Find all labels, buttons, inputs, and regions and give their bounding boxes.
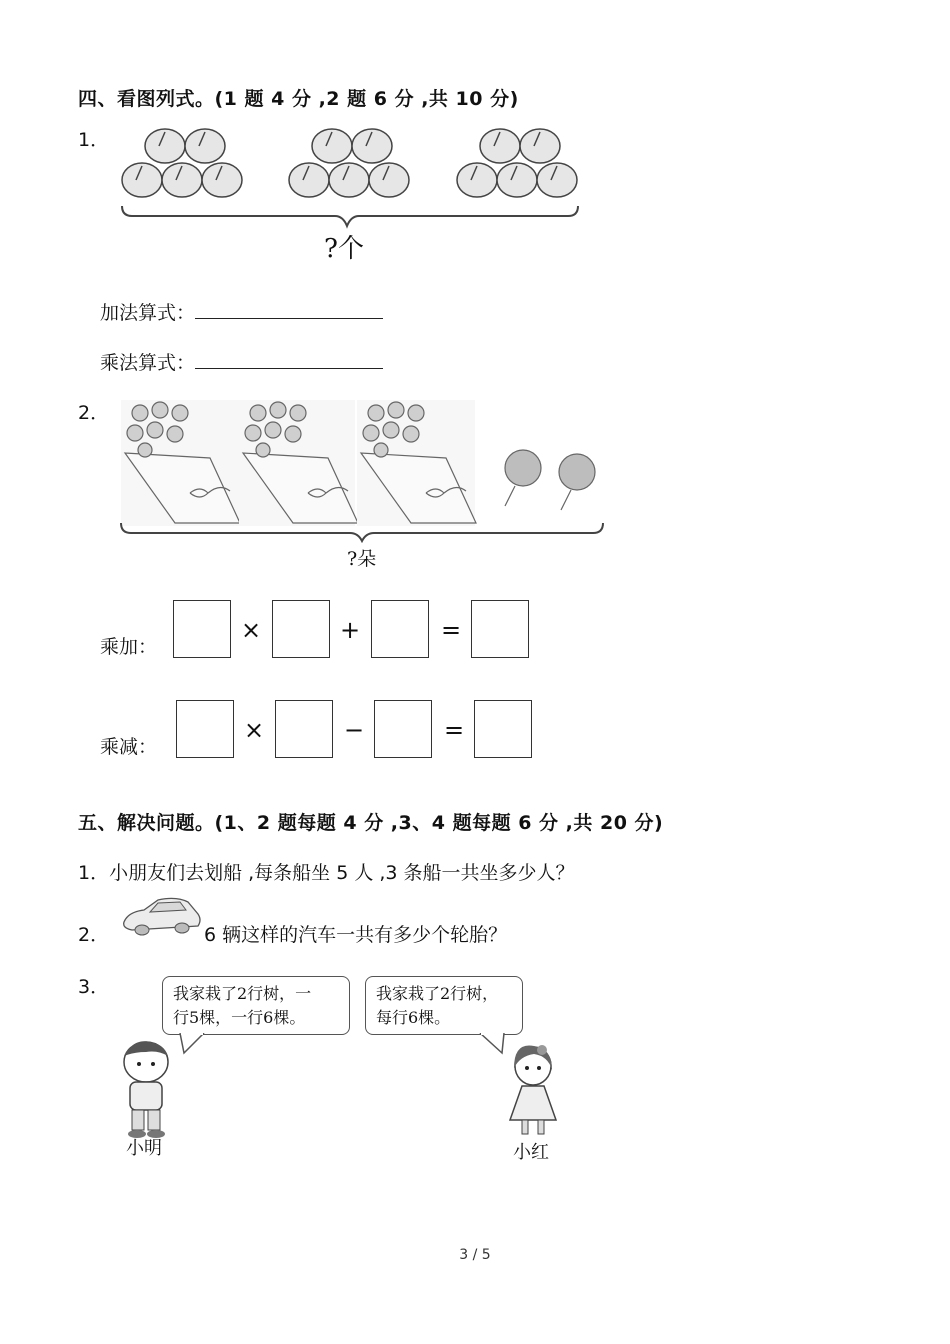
speech-bubble-xiaoming (162, 976, 350, 1035)
page-number: 3 / 5 (459, 1247, 491, 1263)
minus-sign: − (344, 716, 365, 744)
problem-2-text: 6 辆这样的汽车一共有多少个轮胎？ (204, 924, 508, 946)
question-number: 1． (78, 129, 110, 151)
bubble-line: 每行6棵。 (376, 1008, 451, 1027)
multiplication-answer-row (100, 348, 383, 375)
speech-bubble-xiaohong (365, 976, 523, 1035)
bubble-line: 我家栽了2行树，一 (173, 984, 312, 1003)
boy-figure (112, 1040, 182, 1140)
times-sign: × (244, 716, 265, 744)
multiply-subtract-label: 乘减： (100, 736, 158, 758)
times-sign: × (241, 616, 262, 644)
question-number: 2． (78, 924, 110, 946)
bubble-line: 我家栽了2行树， (376, 984, 499, 1003)
name-xiaoming: 小明 (126, 1138, 162, 1159)
question-number: 2． (78, 402, 110, 424)
brace-label: ?个 (324, 234, 364, 264)
answer-box[interactable] (176, 700, 234, 758)
name-xiaohong: 小红 (513, 1142, 549, 1163)
answer-box[interactable] (272, 600, 330, 658)
answer-box[interactable] (374, 700, 432, 758)
multiply-add-label: 乘加： (100, 636, 158, 658)
flowers-illustration (115, 398, 615, 543)
equals-sign: = (444, 716, 465, 744)
problem-1-text: 1．小朋友们去划船 ,每条船坐 5 人 ,3 条船一共坐多少人？ (78, 862, 575, 884)
addition-answer-row (100, 298, 383, 325)
addition-label: 加法算式： (100, 302, 196, 324)
answer-box[interactable] (471, 600, 529, 658)
answer-box[interactable] (275, 700, 333, 758)
bubble-tail (178, 1033, 208, 1055)
answer-box[interactable] (173, 600, 231, 658)
girl-figure (502, 1044, 564, 1140)
car-icon (120, 896, 202, 940)
answer-box[interactable] (371, 600, 429, 658)
plus-sign: + (340, 616, 361, 644)
addition-answer-blank[interactable] (195, 300, 383, 319)
brace-label: ?朵 (347, 548, 377, 570)
multiplication-label: 乘法算式： (100, 352, 196, 374)
answer-box[interactable] (474, 700, 532, 758)
equals-sign: = (441, 616, 462, 644)
section-4-heading: 四、看图列式。(1 题 4 分 ,2 题 6 分 ,共 10 分) (78, 88, 519, 110)
multiplication-answer-blank[interactable] (195, 350, 383, 369)
question-number: 3． (78, 976, 110, 998)
bubble-line: 行5棵，一行6棵。 (173, 1008, 306, 1027)
section-5-heading: 五、解决问题。(1、2 题每题 4 分 ,3、4 题每题 6 分 ,共 20 分) (78, 812, 664, 834)
